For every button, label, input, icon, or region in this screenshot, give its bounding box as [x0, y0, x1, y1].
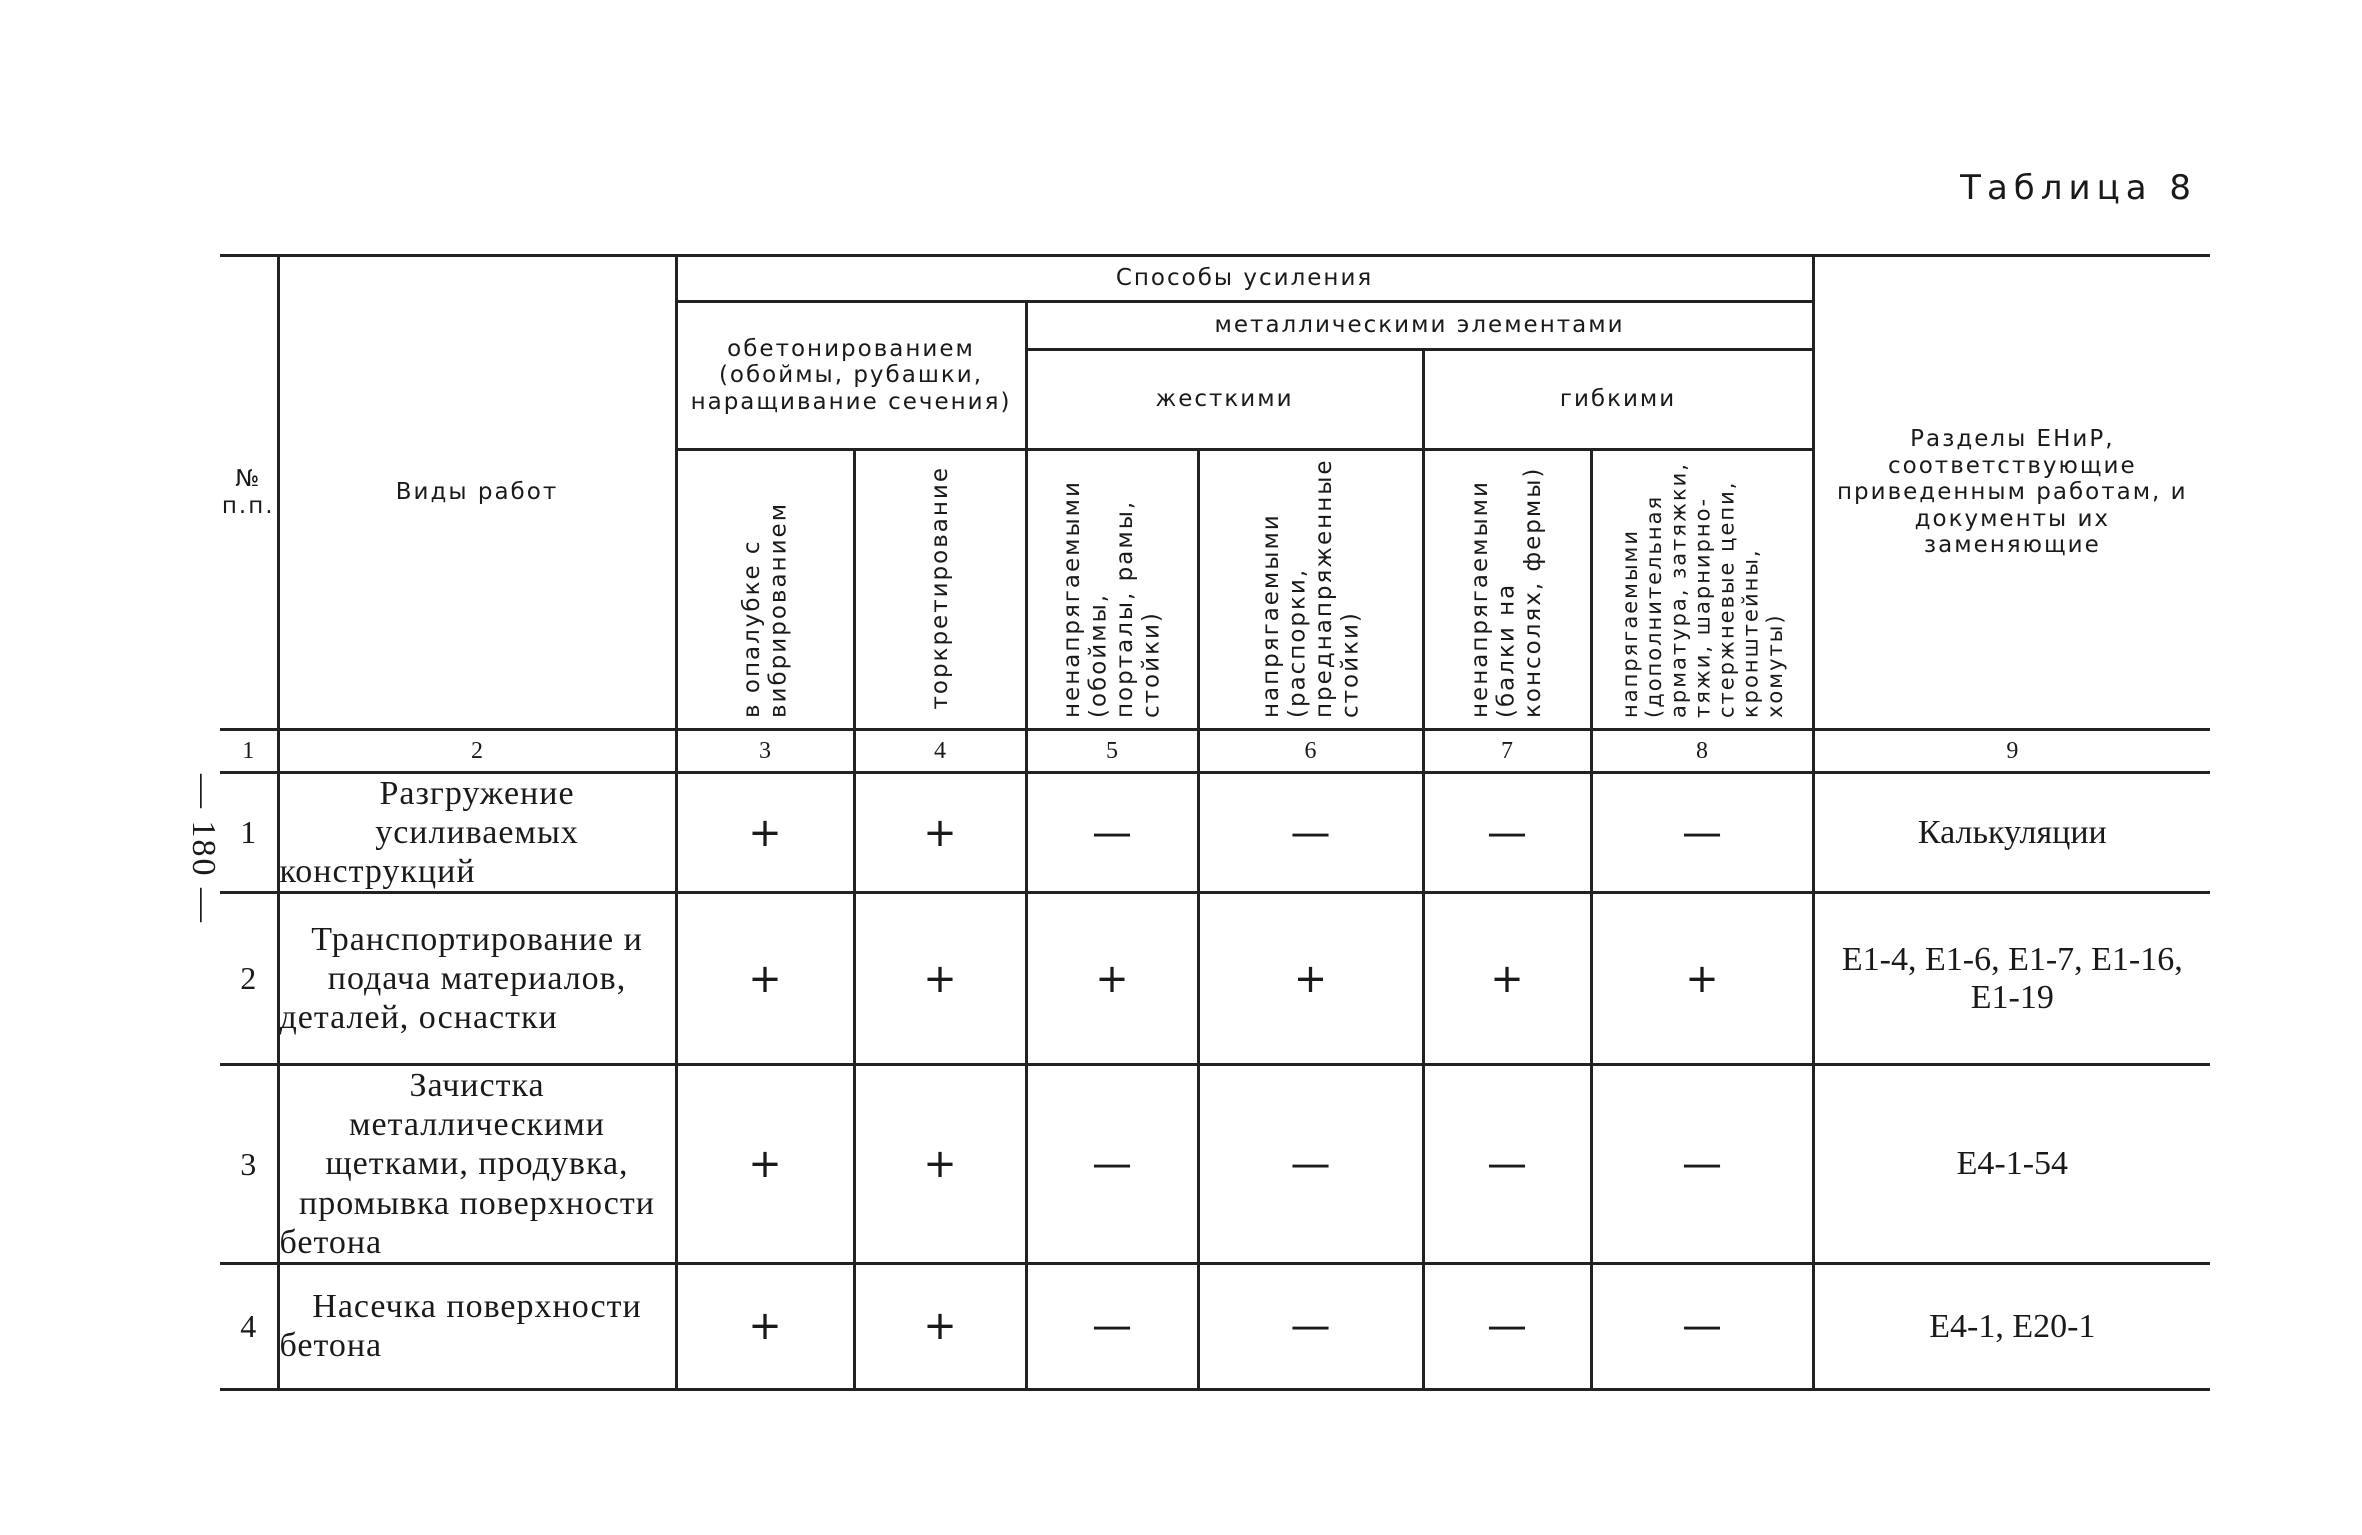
mark-cell: + — [676, 1065, 854, 1263]
work-type: Разгружение усиливаемых конструкций — [278, 773, 676, 893]
mark-cell: — — [1591, 1263, 1813, 1389]
mark-cell: + — [676, 773, 854, 893]
colnum: 2 — [278, 730, 676, 773]
mark-cell: + — [854, 1263, 1026, 1389]
mark-cell: + — [854, 1065, 1026, 1263]
table-row — [220, 893, 2210, 1065]
enir-reference: Калькуляции — [1813, 773, 2210, 893]
work-type: Насечка поверхности бетона — [278, 1263, 676, 1389]
mark-cell: + — [676, 893, 854, 1065]
mark-cell: — — [1591, 1065, 1813, 1263]
mark-cell: — — [1591, 773, 1813, 893]
header-concrete: обетонированием (обоймы, рубашки, наращивание сечения) — [676, 302, 1026, 450]
mark-cell: + — [676, 1263, 854, 1389]
table-row — [220, 1263, 2210, 1389]
table-row — [220, 1065, 2210, 1263]
work-type: Зачистка металлическими щетками, продувка, промывка поверхности бетона — [278, 1065, 676, 1263]
header-metal: металлическими элементами — [1026, 302, 1813, 350]
row-number: 2 — [220, 893, 278, 1065]
header-refs: Разделы ЕНиР, соответствующие приведенным работам, и документы их заменяющие — [1813, 256, 2210, 730]
mark-cell: — — [1026, 773, 1198, 893]
mark-cell: + — [1423, 893, 1591, 1065]
reinforcement-table — [220, 254, 2210, 1391]
colnum: 7 — [1423, 730, 1591, 773]
table-row — [220, 773, 2210, 893]
mark-cell: — — [1198, 1065, 1423, 1263]
row-number: 1 — [220, 773, 278, 893]
mark-cell: + — [854, 893, 1026, 1065]
header-works: Виды работ — [278, 256, 676, 730]
colnum: 5 — [1026, 730, 1198, 773]
mark-cell: — — [1423, 1065, 1591, 1263]
mark-cell: — — [1423, 773, 1591, 893]
table-caption: Таблица 8 — [1960, 168, 2197, 208]
page-number: — 180 — — [185, 774, 222, 924]
enir-reference: Е4-1-54 — [1813, 1065, 2210, 1263]
colnum: 3 — [676, 730, 854, 773]
mark-cell: + — [1591, 893, 1813, 1065]
colnum: 9 — [1813, 730, 2210, 773]
mark-cell: — — [1423, 1263, 1591, 1389]
header-sub-5: ненапрягаемыми (балки на консолях, фермы) — [1423, 450, 1591, 730]
column-numbers — [220, 730, 2210, 773]
row-number: 4 — [220, 1263, 278, 1389]
mark-cell: + — [1026, 893, 1198, 1065]
work-type: Транспортирование и подача материалов, деталей, оснастки — [278, 893, 676, 1065]
colnum: 1 — [220, 730, 278, 773]
enir-reference: Е1-4, Е1-6, Е1-7, Е1-16, Е1-19 — [1813, 893, 2210, 1065]
header-sub-1: в опалубке с вибрированием — [676, 450, 854, 730]
header-flexible: гибкими — [1423, 350, 1813, 450]
colnum: 6 — [1198, 730, 1423, 773]
mark-cell: — — [1026, 1065, 1198, 1263]
mark-cell: + — [854, 773, 1026, 893]
colnum: 4 — [854, 730, 1026, 773]
header-num: № п.п. — [220, 256, 278, 730]
mark-cell: — — [1198, 773, 1423, 893]
colnum: 8 — [1591, 730, 1813, 773]
mark-cell: — — [1026, 1263, 1198, 1389]
mark-cell: — — [1198, 1263, 1423, 1389]
header-methods: Способы усиления — [676, 256, 1813, 302]
row-number: 3 — [220, 1065, 278, 1263]
enir-reference: Е4-1, Е20-1 — [1813, 1263, 2210, 1389]
header-rigid: жесткими — [1026, 350, 1423, 450]
mark-cell: + — [1198, 893, 1423, 1065]
header-sub-6: напрягаемыми (дополнительная арматура, затяжки, тяжи, шарнирно-стержневые цепи, кронштейны, хомуты) — [1591, 450, 1813, 730]
header-sub-3: ненапрягаемыми (обоймы, порталы, рамы, стойки) — [1026, 450, 1198, 730]
header-sub-4: напрягаемыми (распорки, преднапряженные стойки) — [1198, 450, 1423, 730]
header-sub-2: торкретирование — [854, 450, 1026, 730]
